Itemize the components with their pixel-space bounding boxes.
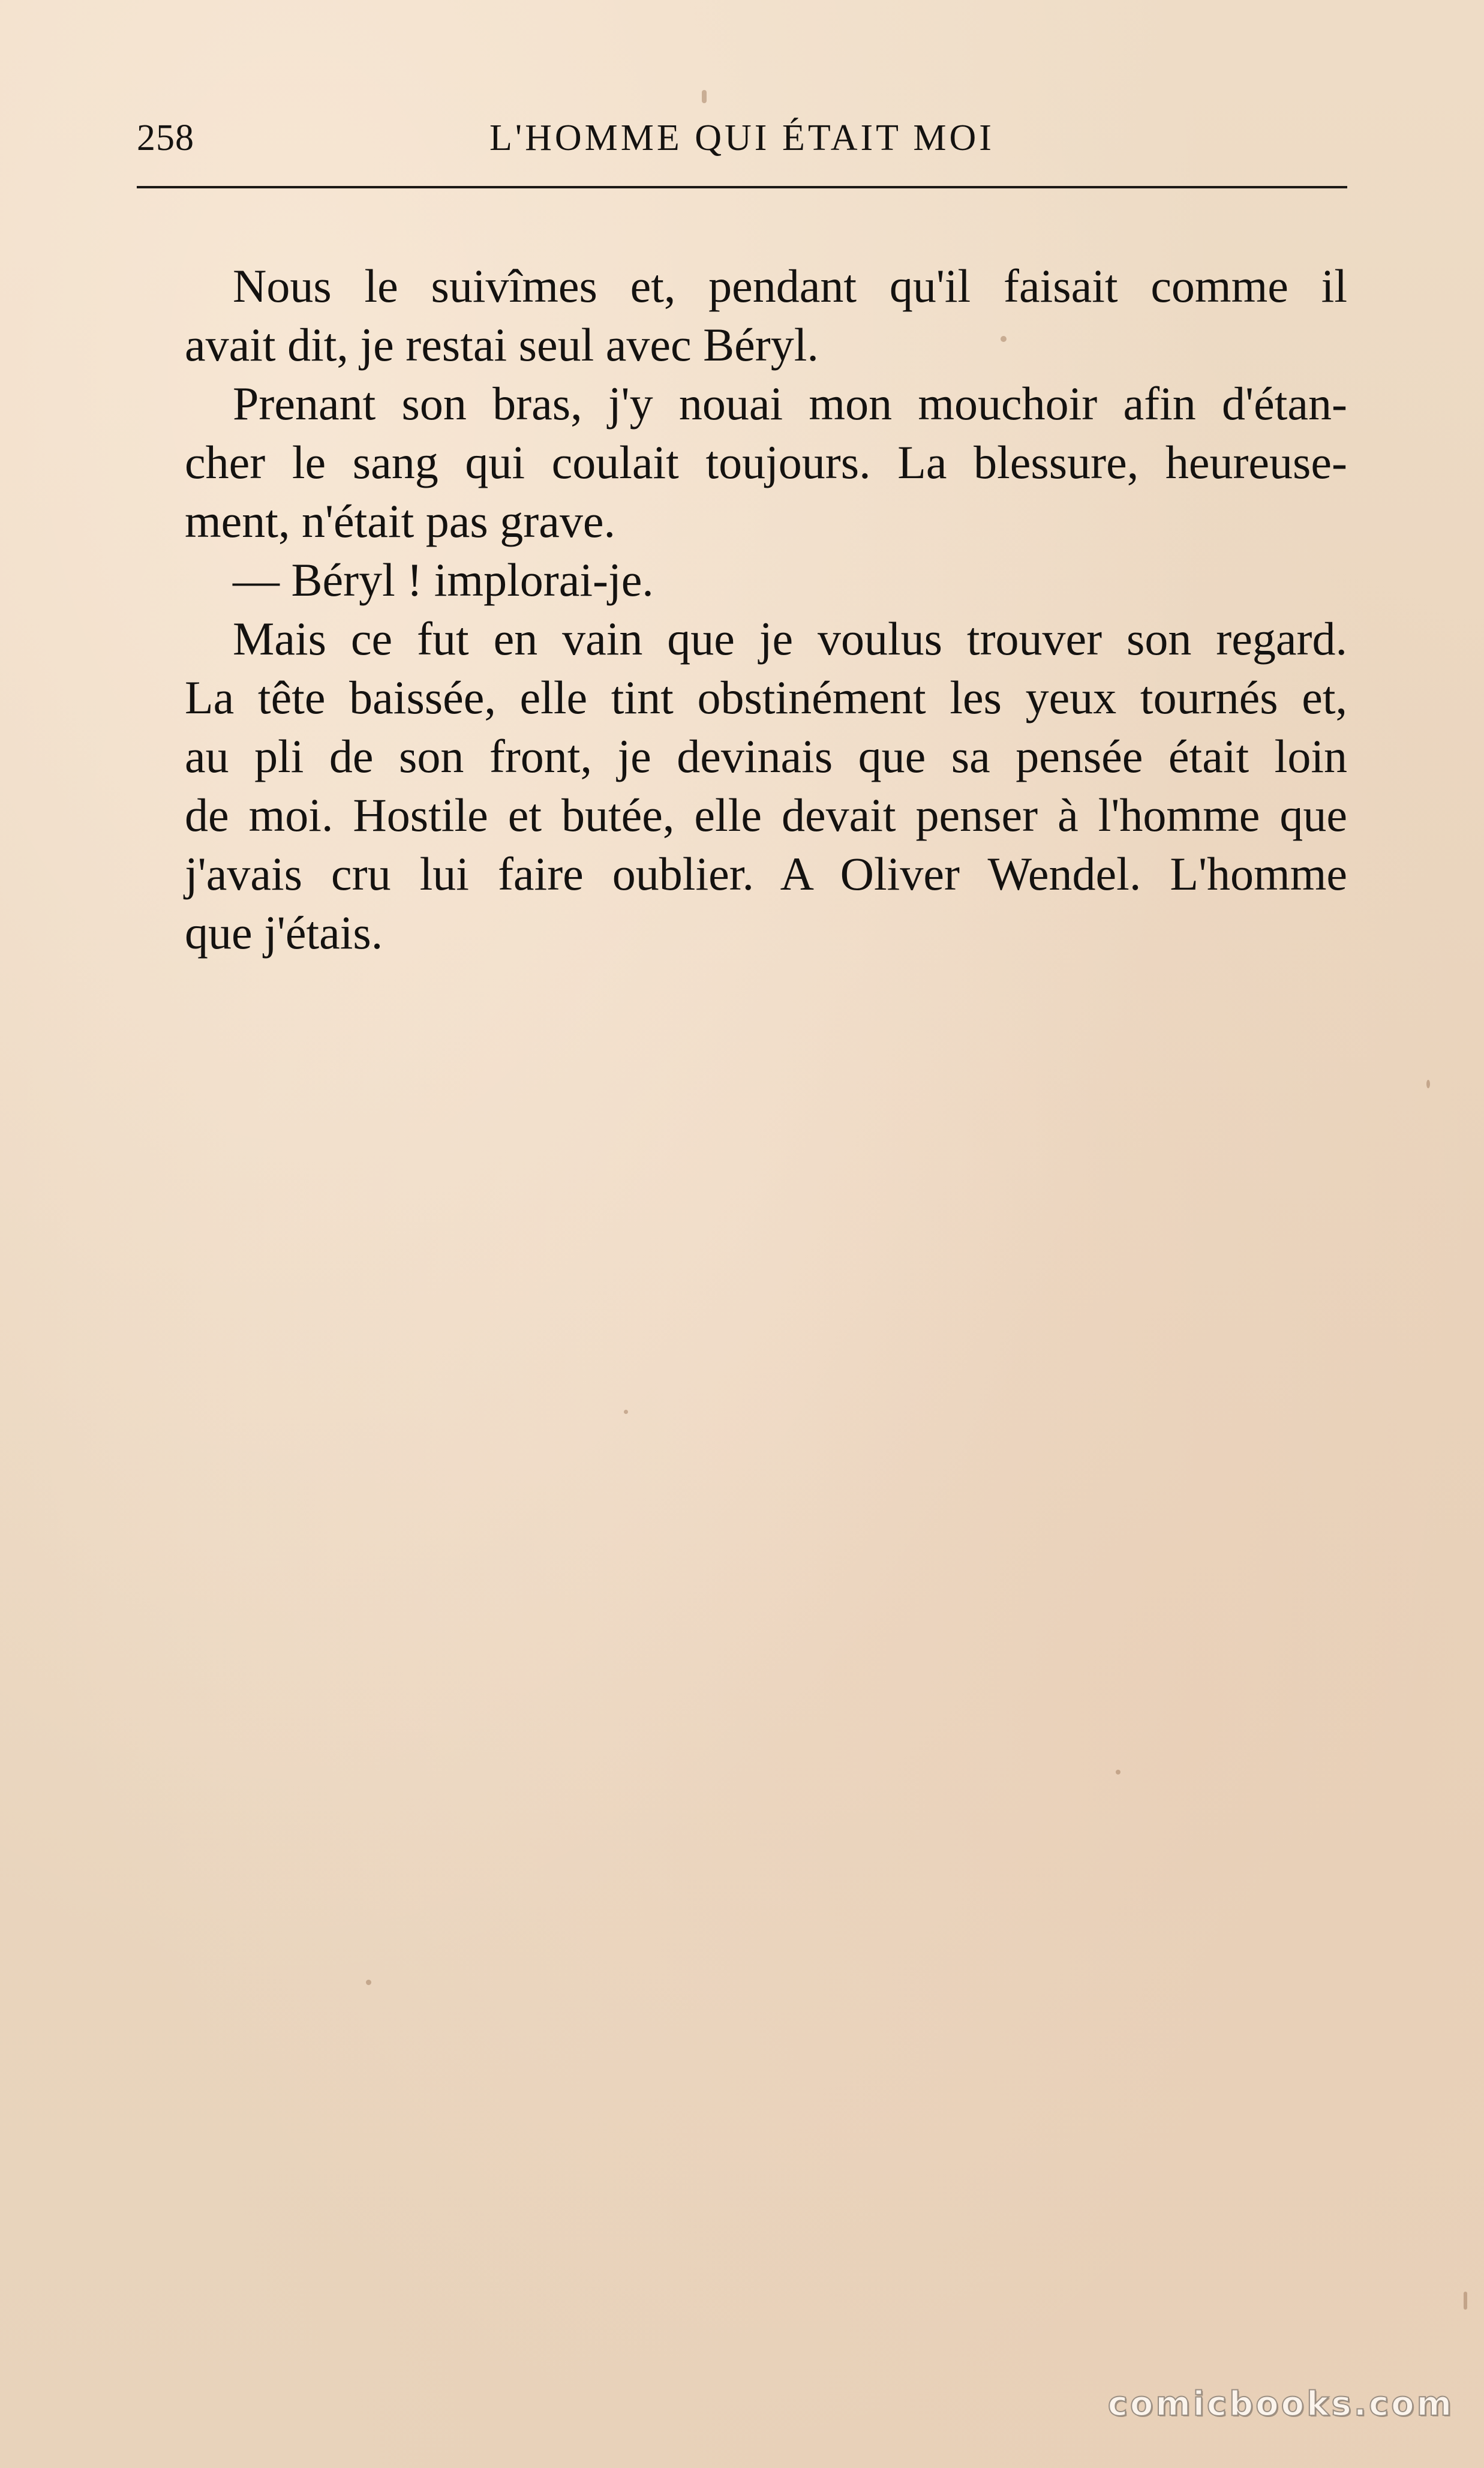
text-line: La tête baissée, elle tint obstinément les yeux tournés et, [185, 671, 1347, 723]
paper-speck [1116, 1770, 1120, 1775]
paper-speck [1426, 1080, 1430, 1088]
paragraph [137, 551, 1347, 610]
body-text [137, 257, 1347, 962]
text-line: Nous le suivîmes et, pendant qu'il faisait comme il [233, 260, 1347, 312]
header-rule [137, 186, 1347, 188]
paragraph [137, 257, 1347, 374]
text-line: j'avais cru lui faire oublier. A Oliver Wendel. L'homme [185, 848, 1347, 900]
paper-speck [702, 90, 707, 103]
text-line: avait dit, je restai seul avec Béryl. [185, 319, 819, 371]
paper-speck [1001, 336, 1007, 342]
paper-speck [624, 1410, 628, 1414]
text-line: au pli de son front, je devinais que sa pensée était loin [185, 730, 1347, 782]
text-line: cher le sang qui coulait toujours. La blessure, heureuse- [185, 436, 1347, 488]
text-line: ment, n'était pas grave. [185, 495, 615, 547]
running-title: L'HOMME QUI ÉTAIT MOI [489, 118, 995, 158]
text-line: Prenant son bras, j'y nouai mon mouchoir afin d'étan- [233, 377, 1347, 430]
paper-speck [1464, 2292, 1467, 2310]
page-header [137, 105, 1347, 171]
watermark-logo: comicbooks.com [1107, 2385, 1454, 2424]
text-line: — Béryl ! implorai-je. [233, 554, 654, 606]
paragraph [137, 610, 1347, 962]
text-line: que j'étais. [185, 906, 383, 959]
text-line: de moi. Hostile et butée, elle devait penser à l'homme que [185, 789, 1347, 841]
text-line: Mais ce fut en vain que je voulus trouver son regard. [233, 613, 1347, 665]
paper-speck [366, 1980, 371, 1985]
page-number: 258 [137, 118, 194, 158]
paragraph [137, 374, 1347, 551]
